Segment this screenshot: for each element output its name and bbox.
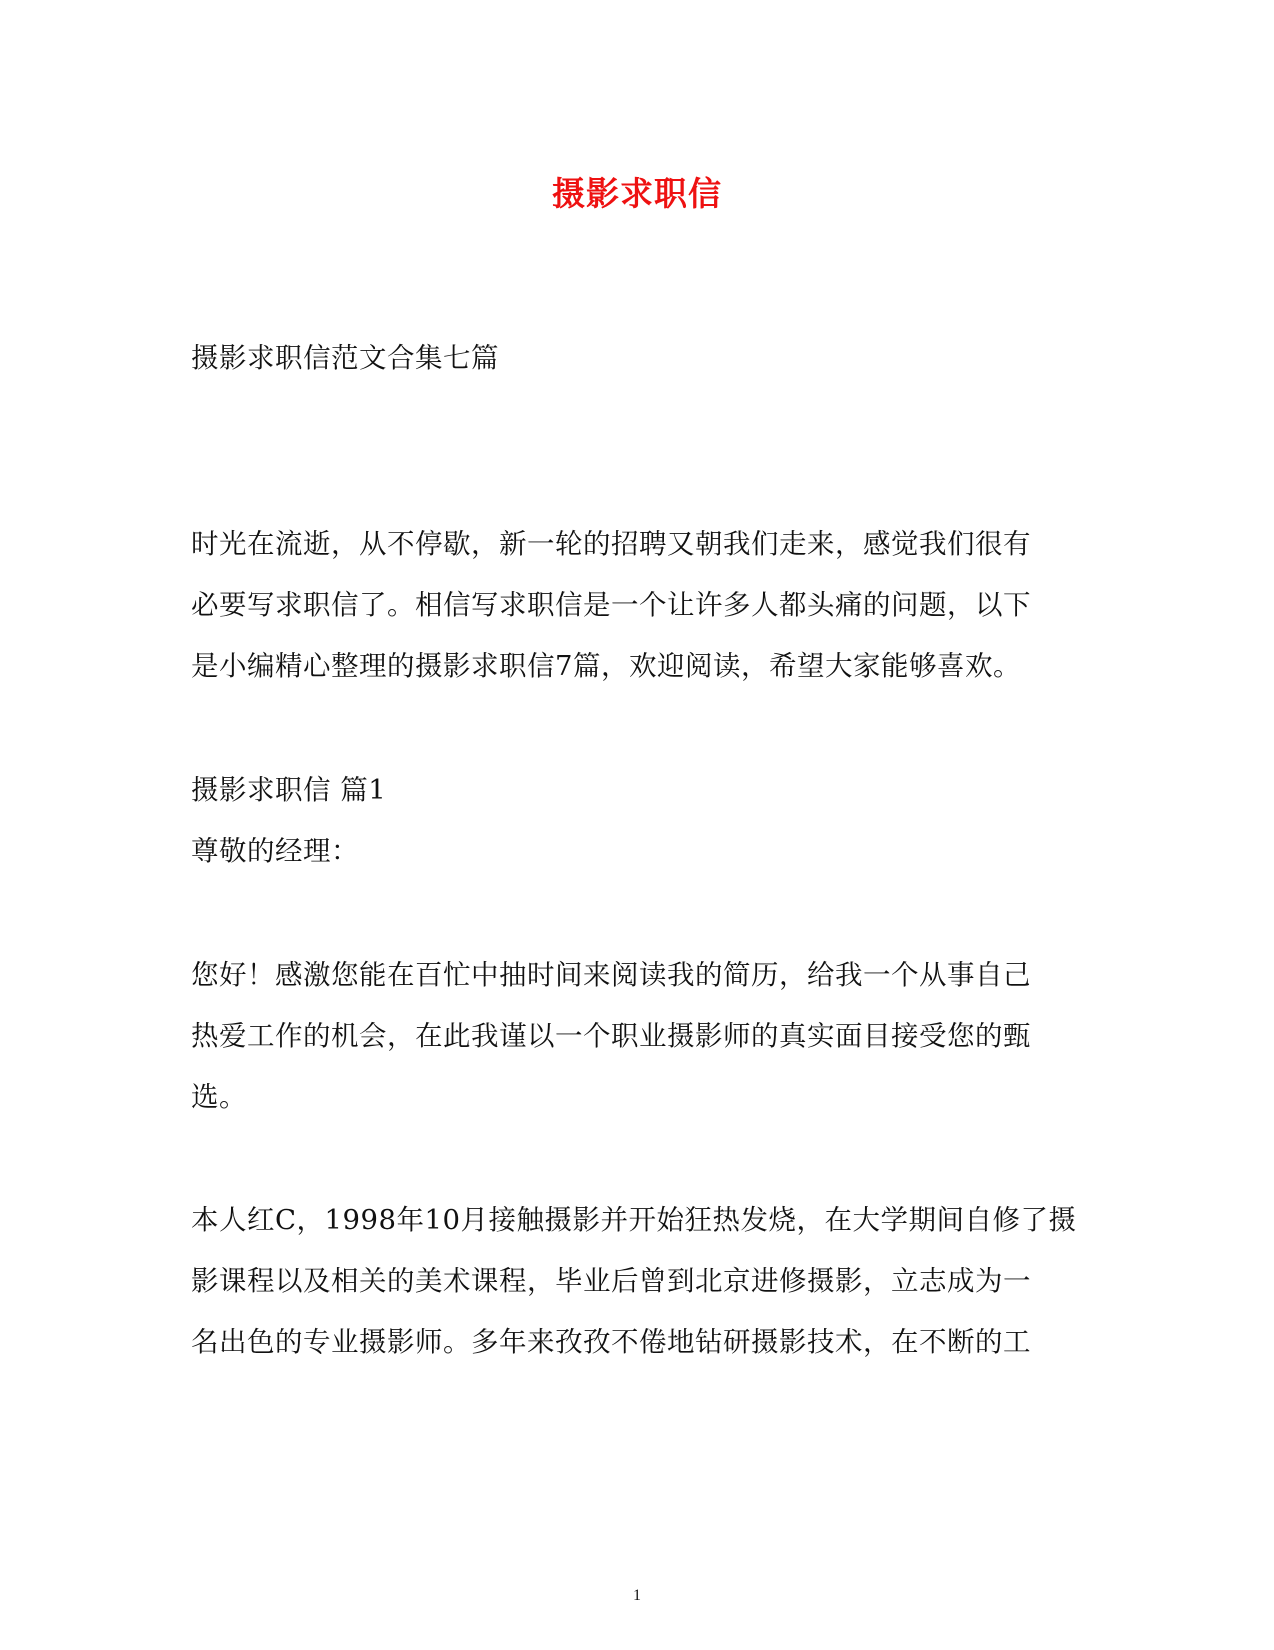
intro-line-3: 是小编精心整理的摄影求职信7篇，欢迎阅读，希望大家能够喜欢。 [191, 650, 1021, 682]
intro-line-2: 必要写求职信了。相信写求职信是一个让许多人都头痛的问题，以下 [191, 589, 1031, 621]
paragraph2-line-3: 名出色的专业摄影师。多年来孜孜不倦地钻研摄影技术，在不断的工 [191, 1326, 1031, 1358]
paragraph2-line-2: 影课程以及相关的美术课程，毕业后曾到北京进修摄影，立志成为一 [191, 1265, 1031, 1297]
salutation: 尊敬的经理： [191, 835, 359, 867]
paragraph1-line-2: 热爱工作的机会，在此我谨以一个职业摄影师的真实面目接受您的甄 [191, 1020, 1031, 1052]
document-subtitle: 摄影求职信范文合集七篇 [191, 342, 499, 374]
intro-line-1: 时光在流逝，从不停歇，新一轮的招聘又朝我们走来，感觉我们很有 [191, 528, 1031, 560]
section-heading: 摄影求职信 篇1 [191, 774, 387, 806]
paragraph1-line-1: 您好！感激您能在百忙中抽时间来阅读我的简历，给我一个从事自己 [191, 959, 1031, 991]
document-title: 摄影求职信 [552, 174, 722, 213]
paragraph2-line-1: 本人红C，1998年10月接触摄影并开始狂热发烧，在大学期间自修了摄 [191, 1204, 1077, 1236]
page-number: 1 [633, 1587, 641, 1604]
paragraph1-line-3: 选。 [191, 1081, 247, 1113]
